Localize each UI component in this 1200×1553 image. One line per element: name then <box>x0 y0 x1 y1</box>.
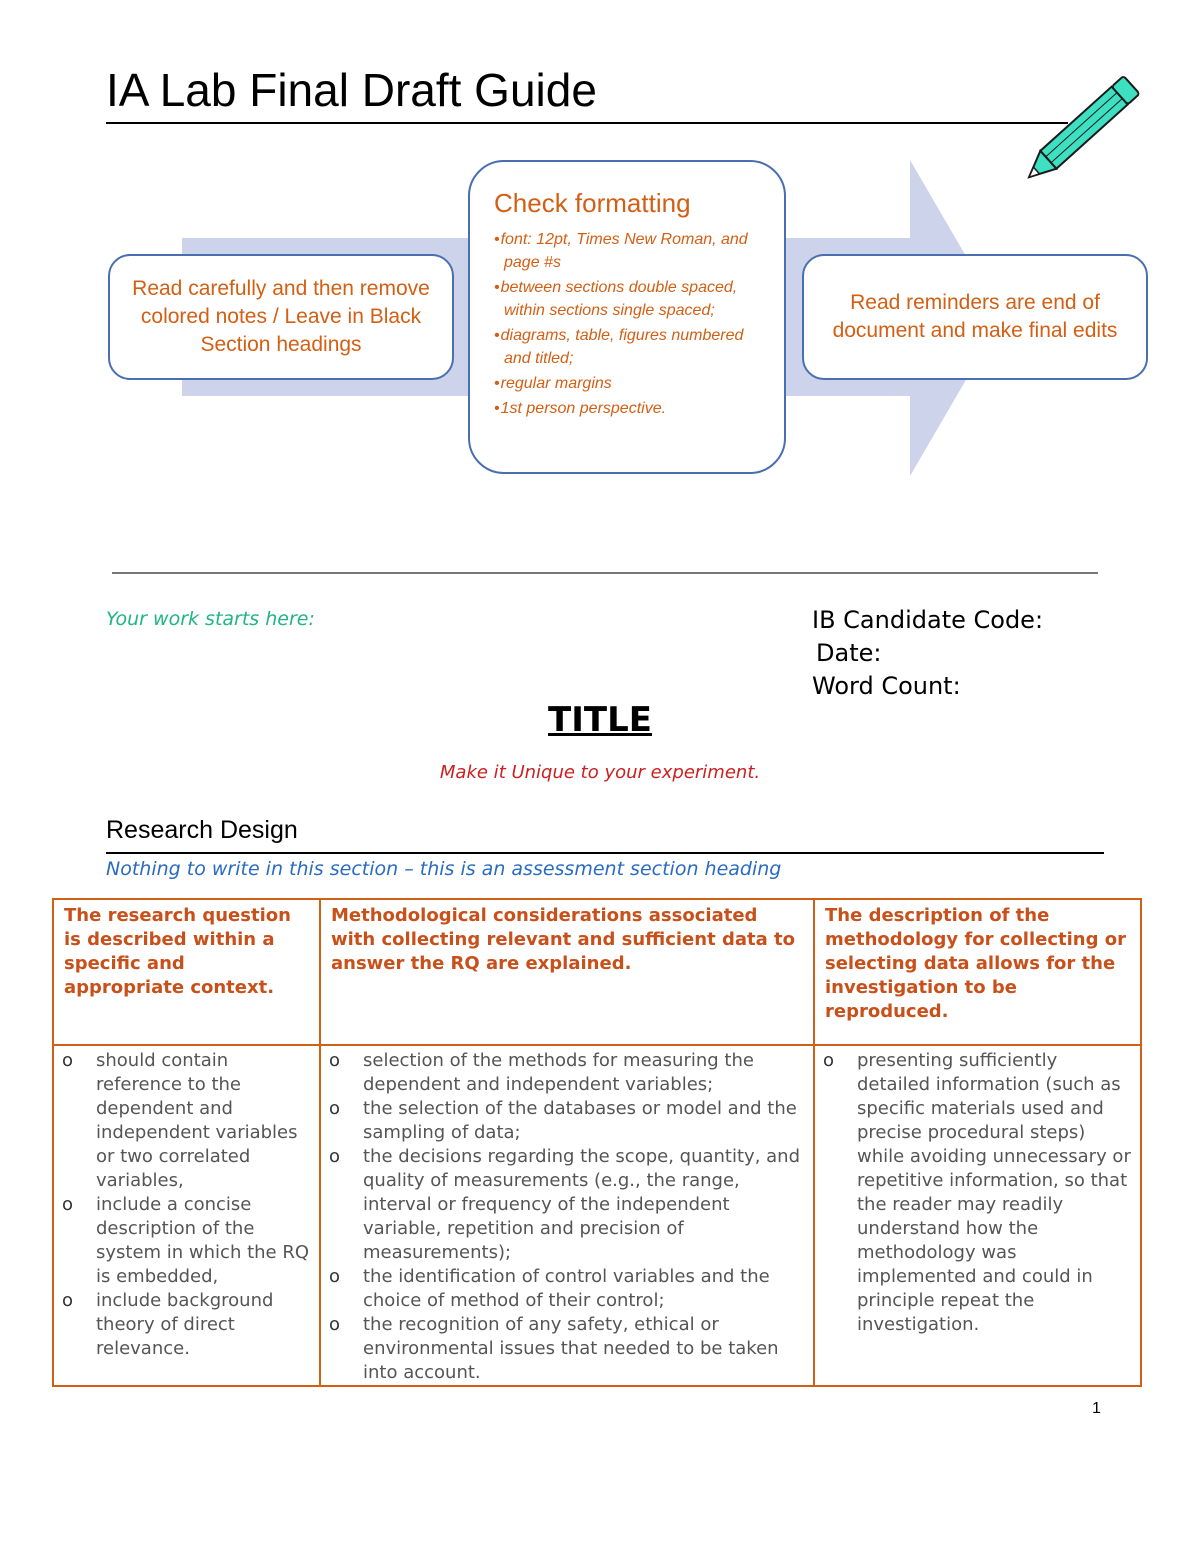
candidate-fields <box>812 604 1043 703</box>
work-starts-label: Your work starts here: <box>106 608 315 630</box>
step-check-formatting <box>468 160 786 474</box>
title-underline <box>106 122 1068 124</box>
criteria-header-row <box>53 899 1141 1045</box>
list-item: o presenting sufficiently detailed information (such as specific materials used and precise procedural steps) while avoiding unnecessary or repetitive information, so that the reader may readily understand how the methodology was implemented and could in principle repeat the investigation. <box>823 1049 1134 1337</box>
list-item: o should contain reference to the dependent and independent variables or two correlated variables, <box>62 1049 313 1193</box>
formatting-item: • 1st person perspective. <box>494 397 764 420</box>
date-label: Date: <box>816 639 882 667</box>
criteria-table <box>52 898 1142 1387</box>
list-item: o the identification of control variables and the choice of method of their control; <box>329 1265 807 1313</box>
list-item: o include a concise description of the system in which the RQ is embedded, <box>62 1193 313 1289</box>
list-item: o the selection of the databases or model and the sampling of data; <box>329 1097 807 1145</box>
list-item: o selection of the methods for measuring the dependent and independent variables; <box>329 1049 807 1097</box>
list-item: o the recognition of any safety, ethical or environmental issues that needed to be taken into account. <box>329 1313 807 1385</box>
document-title: IA Lab Final Draft Guide <box>106 64 597 116</box>
criteria-cell-context <box>53 1045 320 1386</box>
criteria-header-context: The research question is described within a specific and appropriate context. <box>53 899 320 1045</box>
report-title-placeholder: TITLE <box>548 700 652 740</box>
formatting-item: • between sections double spaced, within sections single spaced; <box>494 276 764 322</box>
candidate-code-label: IB Candidate Code: <box>812 606 1044 634</box>
criteria-header-methodological: Methodological considerations associated with collecting relevant and sufficient data to answer the RQ are explained. <box>320 899 814 1045</box>
page-number: 1 <box>1092 1400 1101 1417</box>
formatting-list <box>494 228 764 420</box>
list-item: o the decisions regarding the scope, quantity, and quality of measurements (e.g., the range, interval or frequency of the independent variable, repetition and precision of measurements); <box>329 1145 807 1265</box>
criteria-cell-methodological <box>320 1045 814 1386</box>
research-design-rule <box>106 852 1104 854</box>
criteria-body-row <box>53 1045 1141 1386</box>
formatting-item: • regular margins <box>494 372 764 395</box>
section-divider <box>112 572 1098 574</box>
criteria-cell-reproducible <box>814 1045 1141 1386</box>
step-final-edits: Read reminders are end of document and make final edits <box>802 254 1148 380</box>
formatting-item: • diagrams, table, figures numbered and titled; <box>494 324 764 370</box>
formatting-item: • font: 12pt, Times New Roman, and page #s <box>494 228 764 274</box>
word-count-label: Word Count: <box>812 672 961 700</box>
step-remove-notes: Read carefully and then remove colored notes / Leave in Black Section headings <box>108 254 454 380</box>
research-design-heading: Research Design <box>106 816 298 844</box>
title-note: Make it Unique to your experiment. <box>439 762 761 783</box>
criteria-header-reproducible: The description of the methodology for collecting or selecting data allows for the investigation to be reproduced. <box>814 899 1141 1045</box>
formatting-heading: Check formatting <box>494 188 691 218</box>
list-item: o include background theory of direct relevance. <box>62 1289 313 1361</box>
research-design-note: Nothing to write in this section – this is an assessment section heading <box>106 858 782 880</box>
pencil-icon <box>1012 60 1162 190</box>
